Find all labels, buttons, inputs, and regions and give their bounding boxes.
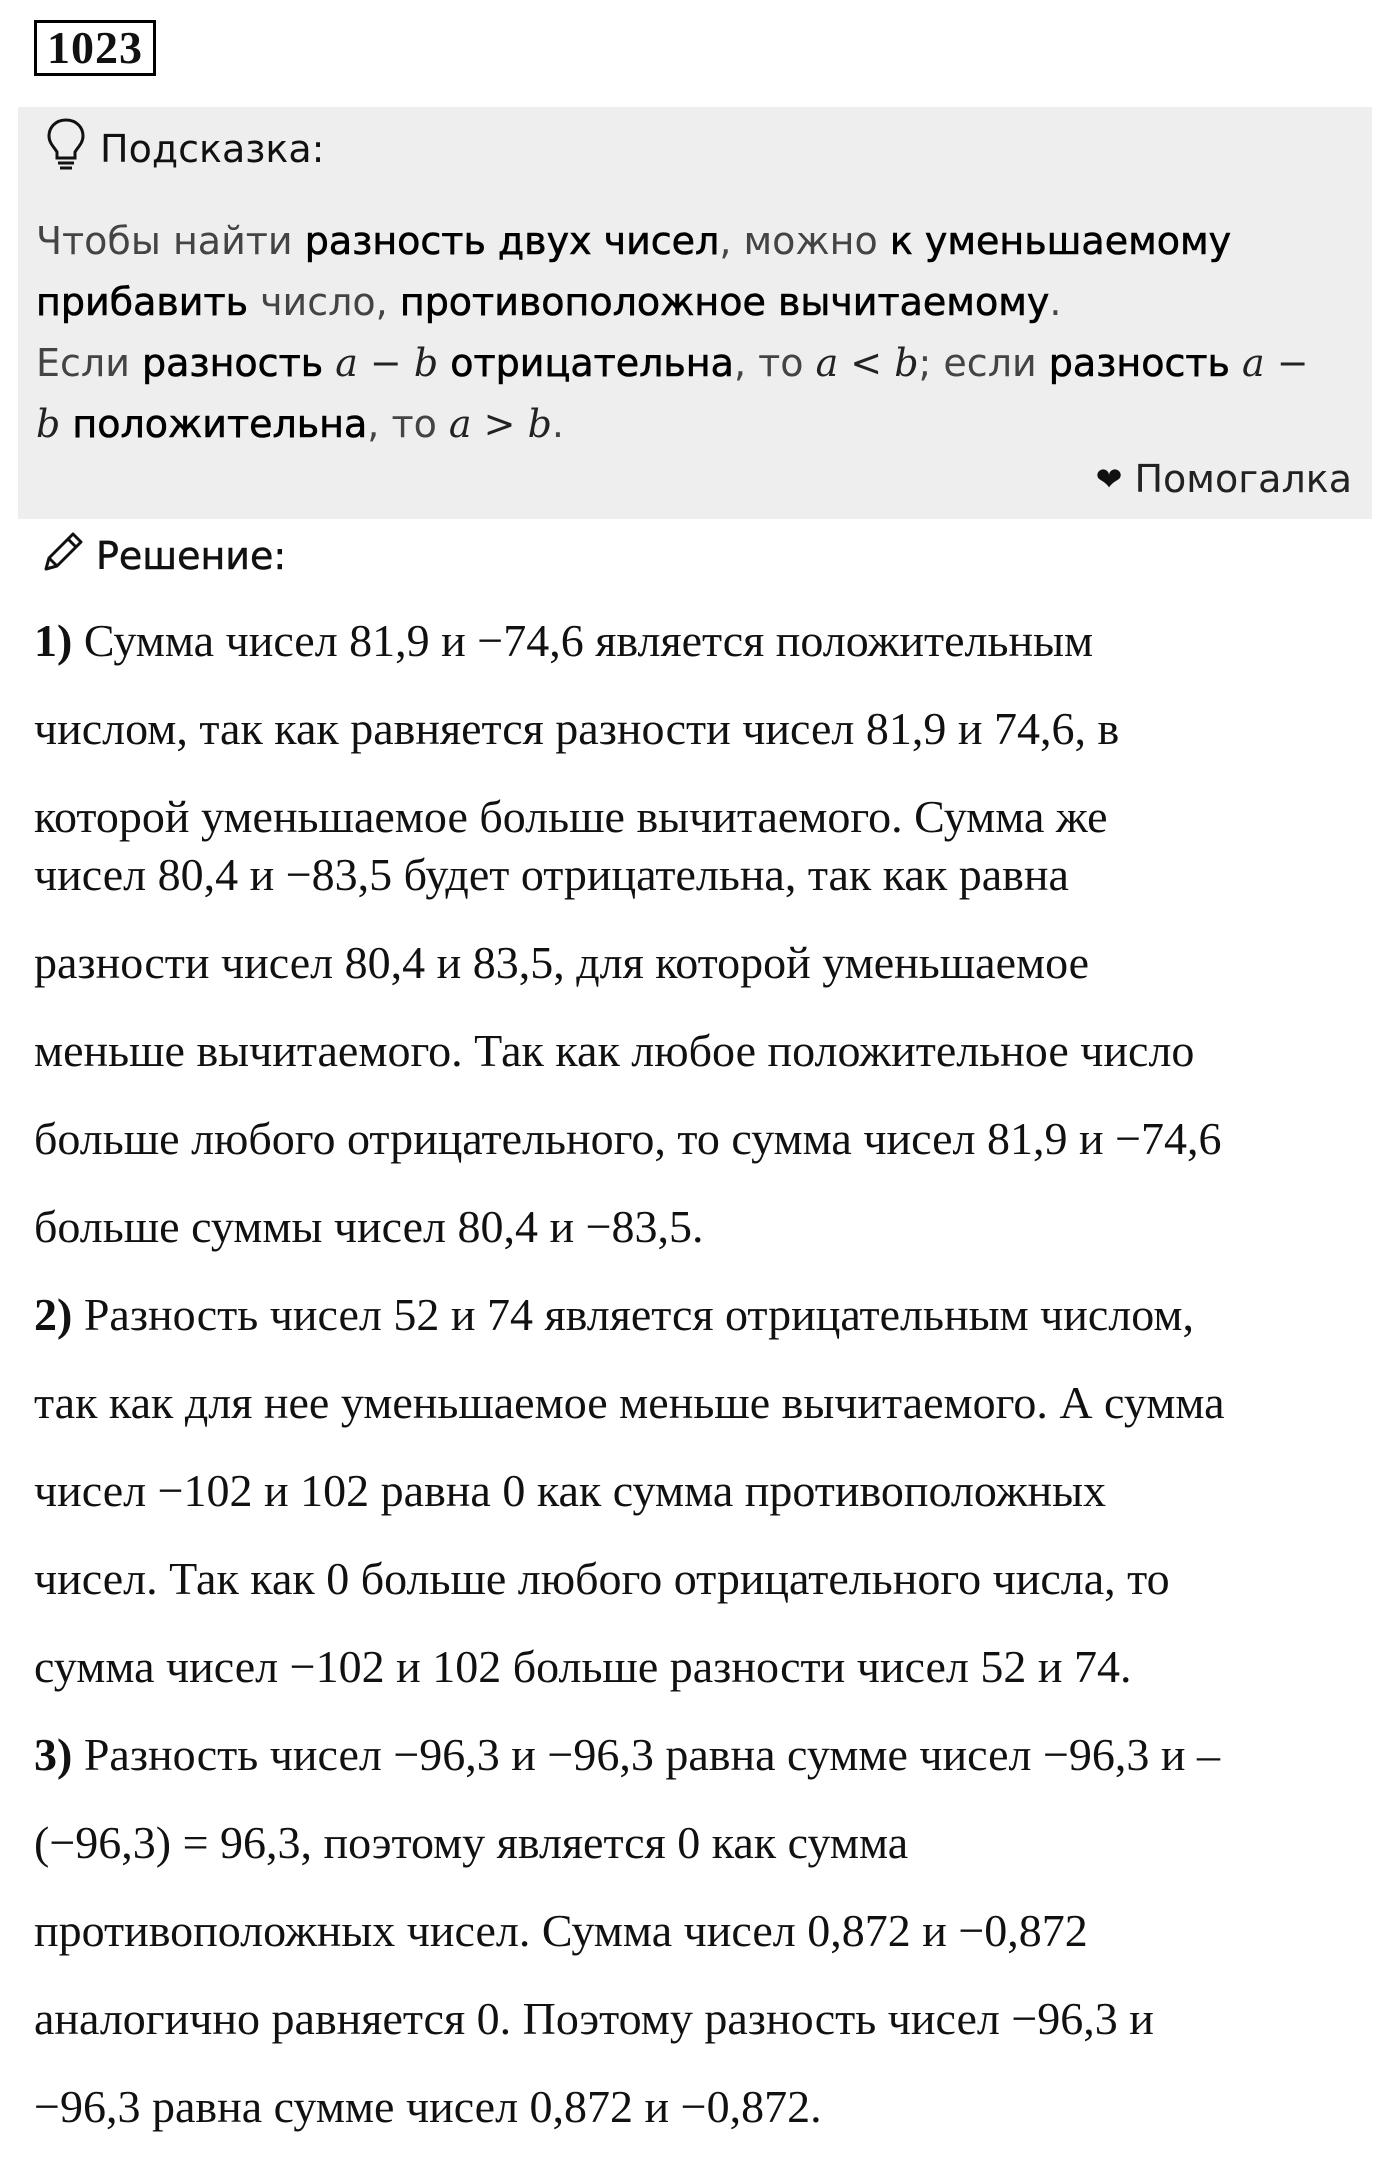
solution-header [38, 528, 286, 584]
solution-line [34, 1372, 1374, 1460]
hint-emphasis: к уменьшаемому [889, 219, 1232, 263]
hint-emphasis: разность [141, 341, 336, 385]
hint-emphasis: противоположное вычитаемому [399, 280, 1050, 324]
solution-line [34, 932, 1374, 1020]
hint-emphasis: отрицательна [438, 341, 734, 385]
solution-line [34, 1108, 1374, 1196]
solution-text: Сумма чисел 81,9 и −74,6 является положительным [72, 615, 1094, 666]
solution-line [34, 786, 1374, 844]
item-number: 3) [34, 1729, 73, 1780]
hint-text-run: Чтобы найти [36, 219, 305, 263]
hint-source-label: Помогалка [1134, 457, 1352, 501]
solution-line [34, 1196, 1374, 1284]
hint-formula: b [36, 402, 61, 446]
solution-text: Разность чисел 52 и 74 является отрицательным числом, [72, 1289, 1194, 1340]
hint-title: Подсказка: [100, 127, 325, 171]
hint-line [36, 394, 1356, 455]
solution-text: −96,3 равна сумме чисел 0,872 и −0,872. [34, 2081, 822, 2132]
solution-text: чисел 80,4 и −83,5 будет отрицательна, так как равна [34, 849, 1069, 900]
solution-text: сумма чисел −102 и 102 больше разности чисел 52 и 74. [34, 1641, 1132, 1692]
solution-text: которой уменьшаемое больше вычитаемого. Сумма же [34, 791, 1108, 842]
pencil-icon [38, 527, 88, 586]
solution-text: аналогично равняется 0. Поэтому разность чисел −96,3 и [34, 1993, 1154, 2044]
hint-line [36, 333, 1356, 394]
item-number: 1) [34, 615, 73, 666]
hint-box [18, 107, 1372, 519]
solution-line [34, 2076, 1374, 2164]
hint-text [36, 211, 1356, 455]
solution-line [34, 610, 1374, 698]
solution-title: Решение: [96, 534, 287, 578]
solution-text: (−96,3) = 96,3, поэтому является 0 как сумма [34, 1817, 909, 1868]
hint-formula: a > b [448, 402, 552, 446]
solution-text: противоположных чисел. Сумма чисел 0,872 и −0,872 [34, 1905, 1088, 1956]
hint-text-run: Если [36, 341, 142, 385]
hint-text-run: , можно [719, 219, 890, 263]
hint-formula: a − b [335, 341, 439, 385]
solution-text: Разность чисел −96,3 и −96,3 равна сумме чисел −96,3 и – [72, 1729, 1221, 1780]
lightbulb-icon [46, 117, 86, 182]
item-number: 2) [34, 1289, 73, 1340]
solution-line [34, 1548, 1374, 1636]
solution-line [34, 1284, 1374, 1372]
hint-line [36, 272, 1356, 333]
hint-emphasis: положительна [60, 402, 368, 446]
hint-emphasis: разность двух чисел [304, 219, 720, 263]
solution-line [34, 1636, 1374, 1724]
hint-line [36, 211, 1356, 272]
solution-text: меньше вычитаемого. Так как любое положительное число [34, 1025, 1195, 1076]
hint-text-run: , то [733, 341, 816, 385]
solution-line [34, 698, 1374, 786]
hint-text-run: . [551, 402, 564, 446]
hint-emphasis: прибавить [36, 280, 249, 324]
hint-formula: a < b [815, 341, 919, 385]
solution-text: больше любого отрицательного, то сумма чисел 81,9 и −74,6 [34, 1113, 1222, 1164]
solution-line [34, 1020, 1374, 1108]
hint-source [1096, 457, 1352, 501]
solution-body [34, 610, 1374, 2164]
task-number: 1023 [34, 20, 156, 76]
hint-text-run: число, [248, 280, 400, 324]
hint-text-run: . [1049, 280, 1062, 324]
solution-line [34, 1724, 1374, 1812]
solution-text: больше суммы чисел 80,4 и −83,5. [34, 1201, 704, 1252]
solution-text: разности чисел 80,4 и 83,5, для которой уменьшаемое [34, 937, 1090, 988]
hint-header [46, 119, 324, 179]
hint-emphasis: разность [1048, 341, 1242, 385]
hint-text-run: ; если [918, 341, 1049, 385]
solution-text: числом, так как равняется разности чисел 81,9 и 74,6, в [34, 703, 1120, 754]
solution-line [34, 1900, 1374, 1988]
hint-formula: a − [1241, 341, 1309, 385]
solution-line [34, 1812, 1374, 1900]
solution-text: так как для нее уменьшаемое меньше вычитаемого. А сумма [34, 1377, 1225, 1428]
heart-icon: ❤ [1095, 460, 1123, 498]
hint-text-run: , то [367, 402, 449, 446]
solution-line [34, 844, 1374, 932]
solution-line [34, 1460, 1374, 1548]
solution-line [34, 1988, 1374, 2076]
solution-text: чисел −102 и 102 равна 0 как сумма противоположных [34, 1465, 1107, 1516]
solution-text: чисел. Так как 0 больше любого отрицательного числа, то [34, 1553, 1170, 1604]
